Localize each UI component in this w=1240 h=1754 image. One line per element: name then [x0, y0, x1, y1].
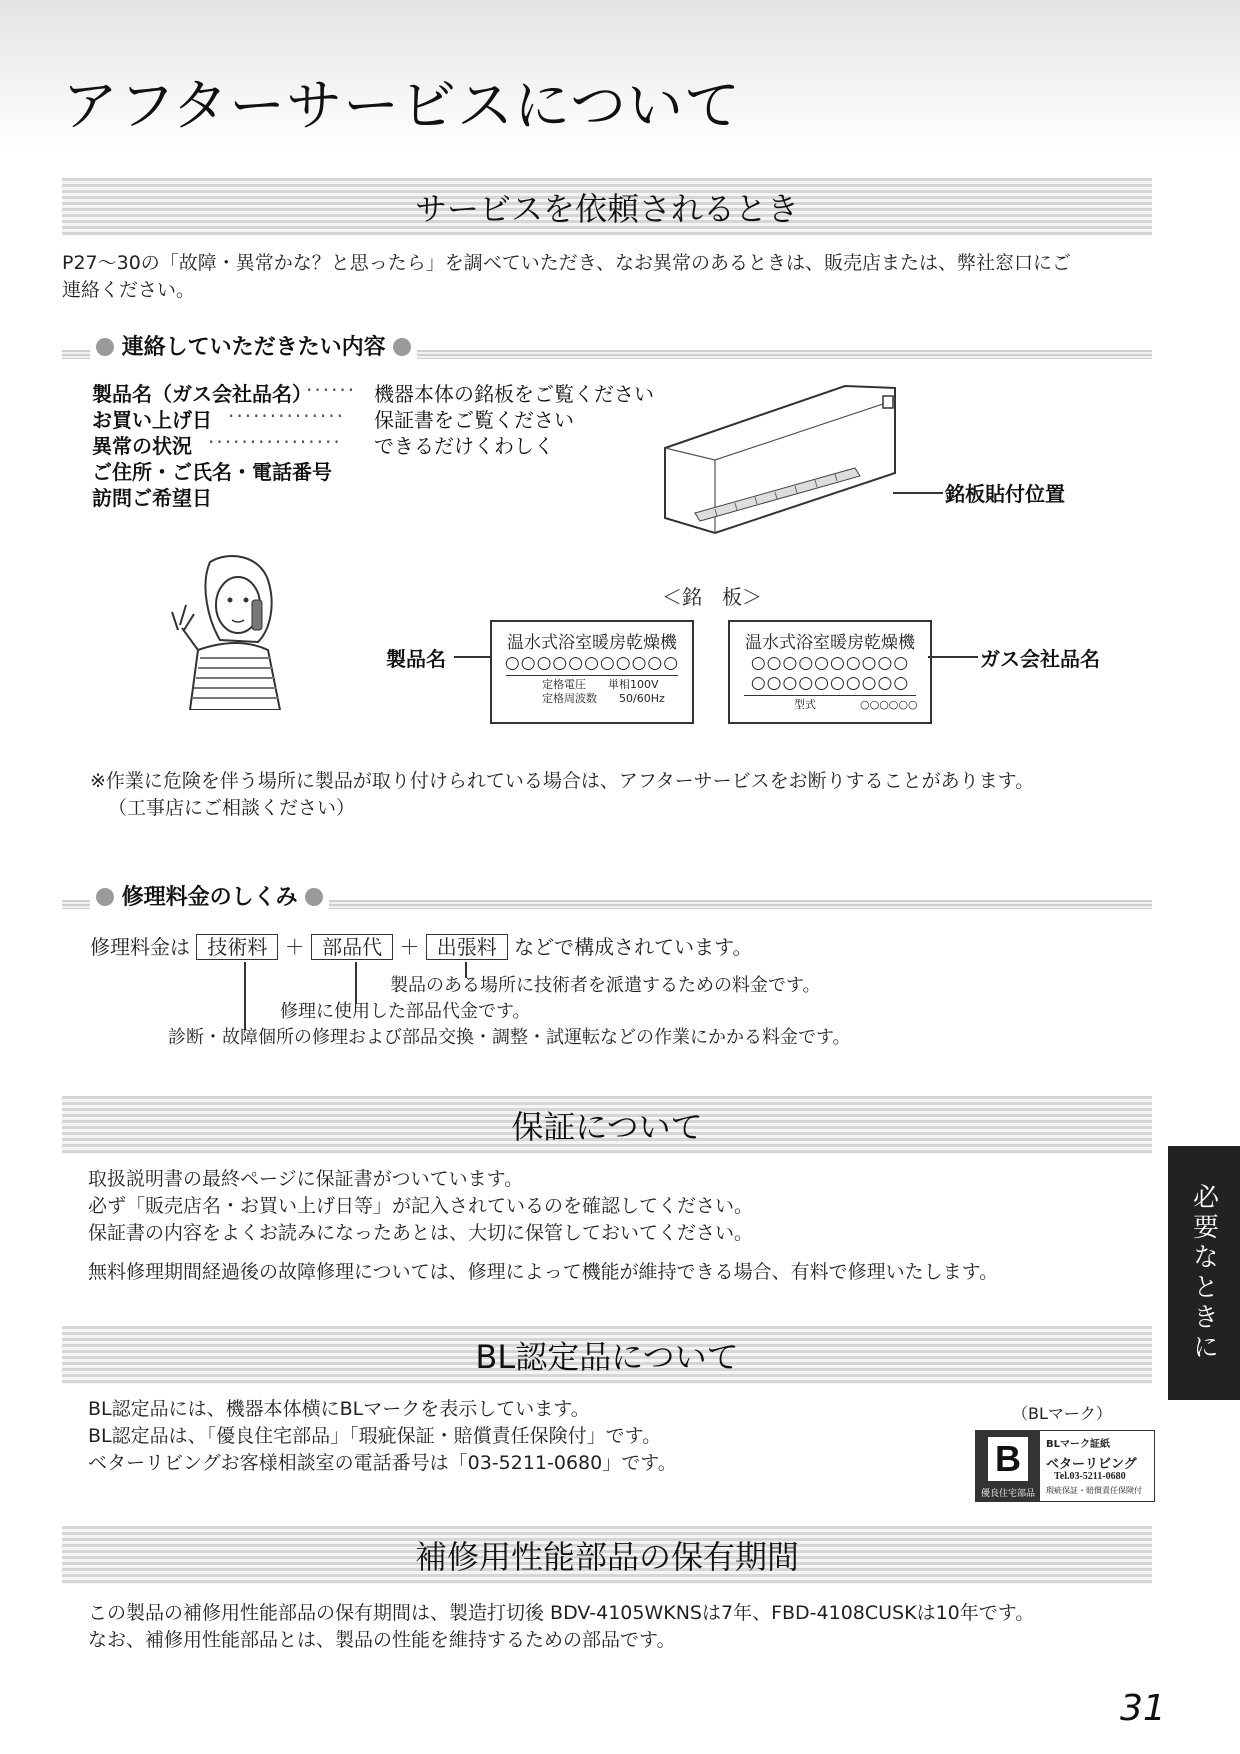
- section-title-bl: BL認定品について: [475, 1338, 739, 1376]
- contact-item-address: [92, 456, 332, 482]
- repair-plus: ＋: [284, 935, 305, 959]
- contact-item-key: お買い上げ日: [92, 408, 212, 432]
- plate-right-line2: ○○○○○○○○○○: [750, 653, 910, 673]
- bl-tel: Tel.03-5211-0680: [1054, 1471, 1126, 1482]
- bl-mark-letter: B: [988, 1437, 1028, 1481]
- repair-desc-technical: 診断・故障個所の修理および部品交換・調整・試運転などの作業にかかる料金です。: [168, 1027, 851, 1048]
- bl-mark-bottom-text: 優良住宅部品: [980, 1489, 1035, 1499]
- gas-company-leader-line: [928, 656, 978, 658]
- bl-mark-caption: （BLマーク）: [1012, 1404, 1112, 1423]
- person-on-phone-illustration: [160, 550, 290, 710]
- section-title-service: サービスを依頼されるとき: [414, 190, 799, 228]
- repair-item-parts: 部品代: [311, 934, 393, 960]
- repair-plus: ＋: [399, 935, 420, 959]
- nameplate-right: [728, 620, 932, 724]
- section-band-service: [62, 178, 1152, 236]
- warranty-line3: 保証書の内容をよくお読みになったあとは、大切に保管しておいてください。: [88, 1222, 754, 1244]
- side-tab[interactable]: 必要なときに: [1168, 1146, 1240, 1400]
- contact-item-value: できるだけくわしく: [374, 434, 554, 458]
- plate-left-line1: 温水式浴室暖房乾燥機: [507, 633, 677, 653]
- contact-item-key: 異常の状況: [92, 434, 192, 458]
- bl-line1: BL認定品には、機器本体横にBLマークを表示しています。: [88, 1398, 590, 1420]
- plate-position-label: 銘板貼付位置: [945, 482, 1065, 506]
- contact-item-product-name: 製品名（ガス会社品名） ······ 機器本体の銘板をご覧ください: [92, 378, 654, 406]
- bullet-dot-icon: [305, 888, 323, 906]
- nameplate-caption: ＜銘 板＞: [662, 585, 762, 609]
- bl-mark: [975, 1430, 1155, 1502]
- service-intro-line1: P27～30の「故障・異常かな？と思ったら」を調べていただき、なお異常のあるときは、販売店または、弊社窓口にご: [62, 252, 1072, 274]
- plate-left-spec2-key: 定格周波数: [542, 692, 597, 705]
- section-band-bl: [62, 1326, 1152, 1384]
- contact-item-value: 機器本体の銘板をご覧ください: [374, 382, 654, 406]
- repair-subheading: [62, 880, 1152, 912]
- repair-suffix: などで構成されています。: [514, 935, 753, 959]
- contact-item-visit-date: [92, 482, 212, 508]
- section-title-parts: 補修用性能部品の保有期間: [414, 1538, 799, 1576]
- bullet-dot-icon: [96, 888, 114, 906]
- repair-formula: [90, 934, 753, 961]
- bl-seal-title: BLマーク証紙: [1046, 1439, 1110, 1450]
- repair-prefix: 修理料金は: [90, 935, 190, 959]
- contact-item-value: 保証書をご覧ください: [374, 408, 574, 432]
- section-band-warranty: [62, 1096, 1152, 1154]
- contact-item-key: 訪問ご希望日: [92, 486, 212, 510]
- contact-item-condition: 異常の状況 ················ できるだけくわしく: [92, 430, 554, 458]
- page-number: 31: [1120, 1688, 1166, 1729]
- section-title-warranty: 保証について: [511, 1108, 703, 1146]
- dryer-unit-illustration: [655, 378, 905, 543]
- contact-heading: 連絡していただきたい内容: [121, 335, 386, 360]
- repair-desc-parts: 修理に使用した部品代金です。: [280, 1001, 531, 1022]
- bl-line2: BL認定品は、「優良住宅部品」「瑕疵保証・賠償責任保険付」です。: [88, 1425, 662, 1447]
- bl-line3: ベターリビングお客様相談室の電話番号は「03-5211-0680」です。: [88, 1452, 677, 1474]
- repair-item-travel: 出張料: [426, 934, 508, 960]
- gas-company-label: ガス会社品名: [980, 647, 1100, 671]
- contact-item-key: ご住所・ご氏名・電話番号: [92, 460, 332, 484]
- repair-heading: 修理料金のしくみ: [121, 885, 298, 910]
- plate-right-model-val: ○○○○○○: [860, 698, 918, 711]
- page-title: アフターサービスについて: [62, 74, 741, 139]
- bullet-dot-icon: [96, 338, 114, 356]
- warranty-line2: 必ず「販売店名・お買い上げ日等」が記入されているのを確認してください。: [88, 1195, 754, 1217]
- warranty-line1: 取扱説明書の最終ページに保証書がついています。: [88, 1168, 524, 1190]
- plate-left-spec1-val: 単相100V: [608, 678, 659, 691]
- bl-mark-logo: [976, 1431, 1040, 1501]
- note-line2: （工事店にご相談ください）: [108, 797, 356, 819]
- plate-left-spec1-key: 定格電圧: [542, 678, 586, 691]
- contact-subheading: [62, 330, 1152, 362]
- plate-left-line2: ○○○○○○○○○○○: [504, 653, 680, 673]
- plate-position-leader-line: [893, 492, 943, 494]
- contact-item-purchase-date: お買い上げ日 ·············· 保証書をご覧ください: [92, 404, 574, 432]
- contact-item-key: 製品名（ガス会社品名）: [92, 382, 312, 406]
- parts-line2: なお、補修用性能部品とは、製品の性能を維持するための部品です。: [88, 1629, 676, 1651]
- service-intro-line2: 連絡ください。: [62, 279, 196, 301]
- plate-right-model-key: 型式: [794, 698, 816, 711]
- bl-org-name: ベターリビング: [1046, 1457, 1137, 1472]
- plate-left-spec2-val: 50/60Hz: [619, 692, 665, 705]
- plate-right-line3: ○○○○○○○○○○: [750, 673, 910, 693]
- connector-line-technical: [244, 962, 246, 1030]
- nameplate-left: [490, 620, 694, 724]
- repair-desc-travel: 製品のある場所に技術者を派遣するための料金です。: [390, 975, 821, 996]
- product-name-label: 製品名: [386, 647, 446, 671]
- warranty-line4: 無料修理期間経過後の故障修理については、修理によって機能が維持できる場合、有料で修理いたします。: [88, 1261, 999, 1283]
- bl-insurance: 瑕疵保証・賠償責任保険付: [1046, 1486, 1142, 1495]
- note-line1: ※作業に危険を伴う場所に製品が取り付けられている場合は、アフターサービスをお断りすることがあります。: [90, 770, 1035, 792]
- section-band-parts: [62, 1526, 1152, 1584]
- repair-item-technical: 技術料: [196, 934, 278, 960]
- bullet-dot-icon: [393, 338, 411, 356]
- parts-line1: この製品の補修用性能部品の保有期間は、製造打切後 BDV-4105WKNSは7年、FBD-4108CUSKは10年です。: [88, 1602, 1035, 1624]
- plate-right-line1: 温水式浴室暖房乾燥機: [745, 633, 915, 653]
